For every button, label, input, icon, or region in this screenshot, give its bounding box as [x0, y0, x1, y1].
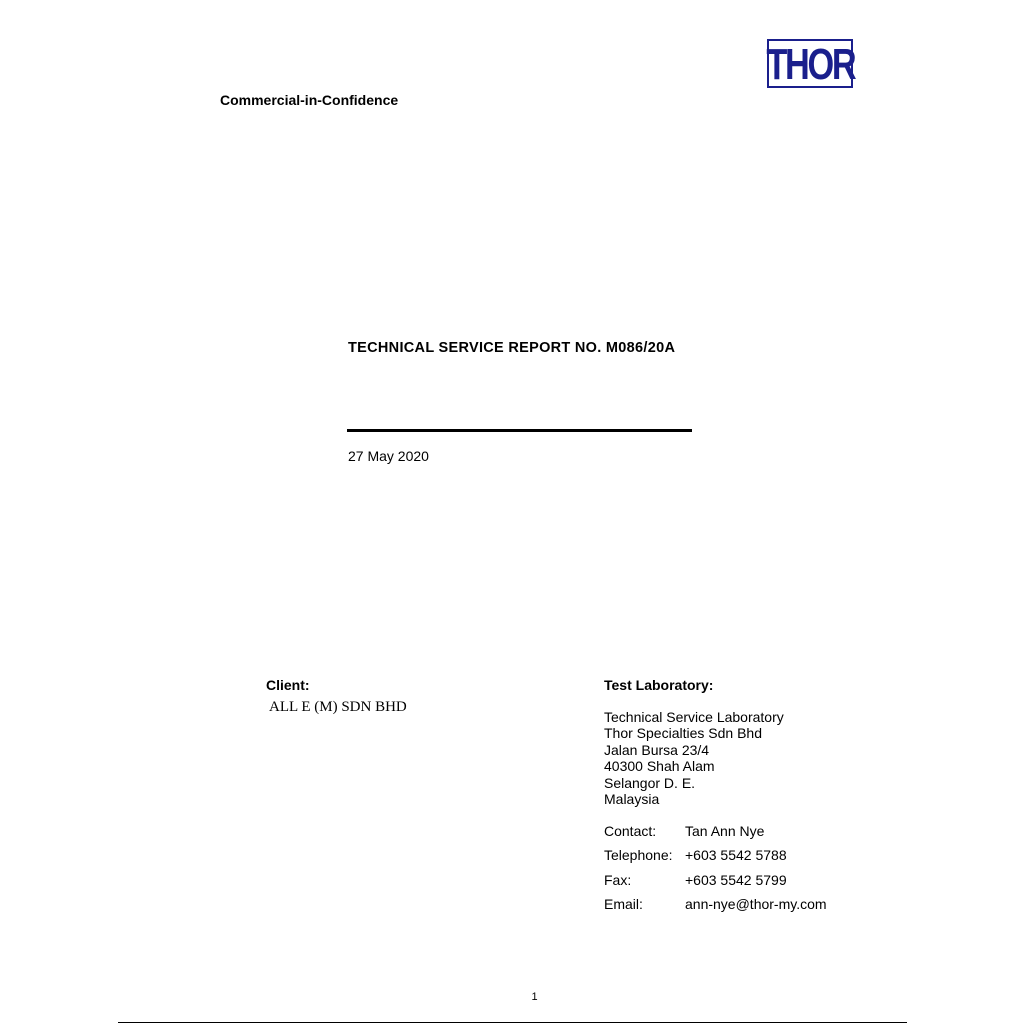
contact-row-email	[604, 896, 827, 920]
contact-value: Tan Ann Nye	[685, 823, 765, 839]
contact-value: +603 5542 5788	[685, 847, 787, 864]
contact-key: Contact:	[604, 823, 657, 839]
contact-value: ann-nye@thor-my.com	[685, 896, 827, 913]
address-line: Selangor D. E.	[604, 774, 696, 791]
thor-logo	[767, 39, 853, 88]
logo-text: THOR	[766, 39, 854, 89]
client-name: ALL E (M) SDN BHD	[269, 699, 407, 715]
contact-details	[604, 823, 827, 921]
report-date: 27 May 2020	[348, 448, 429, 464]
page-number: 1	[531, 991, 538, 1003]
contact-row-contact	[604, 823, 827, 847]
title-divider	[347, 429, 692, 432]
contact-row-fax	[604, 872, 827, 896]
address-line: Jalan Bursa 23/4	[604, 741, 710, 758]
contact-value: +603 5542 5799	[685, 871, 787, 888]
report-title: TECHNICAL SERVICE REPORT NO. M086/20A	[348, 340, 676, 356]
address-line: Thor Specialties Sdn Bhd	[604, 725, 762, 742]
contact-key: Email:	[604, 896, 643, 913]
footer-divider	[118, 1022, 907, 1023]
contact-key: Telephone:	[604, 847, 673, 864]
classification-label: Commercial-in-Confidence	[220, 92, 399, 108]
contact-key: Fax:	[604, 871, 632, 888]
laboratory-address	[604, 709, 784, 807]
address-line: 40300 Shah Alam	[604, 758, 715, 775]
address-line: Malaysia	[604, 791, 660, 808]
contact-row-telephone	[604, 847, 827, 871]
test-laboratory-label: Test Laboratory:	[604, 677, 714, 693]
client-label: Client:	[266, 677, 310, 693]
address-line: Technical Service Laboratory	[604, 709, 784, 725]
